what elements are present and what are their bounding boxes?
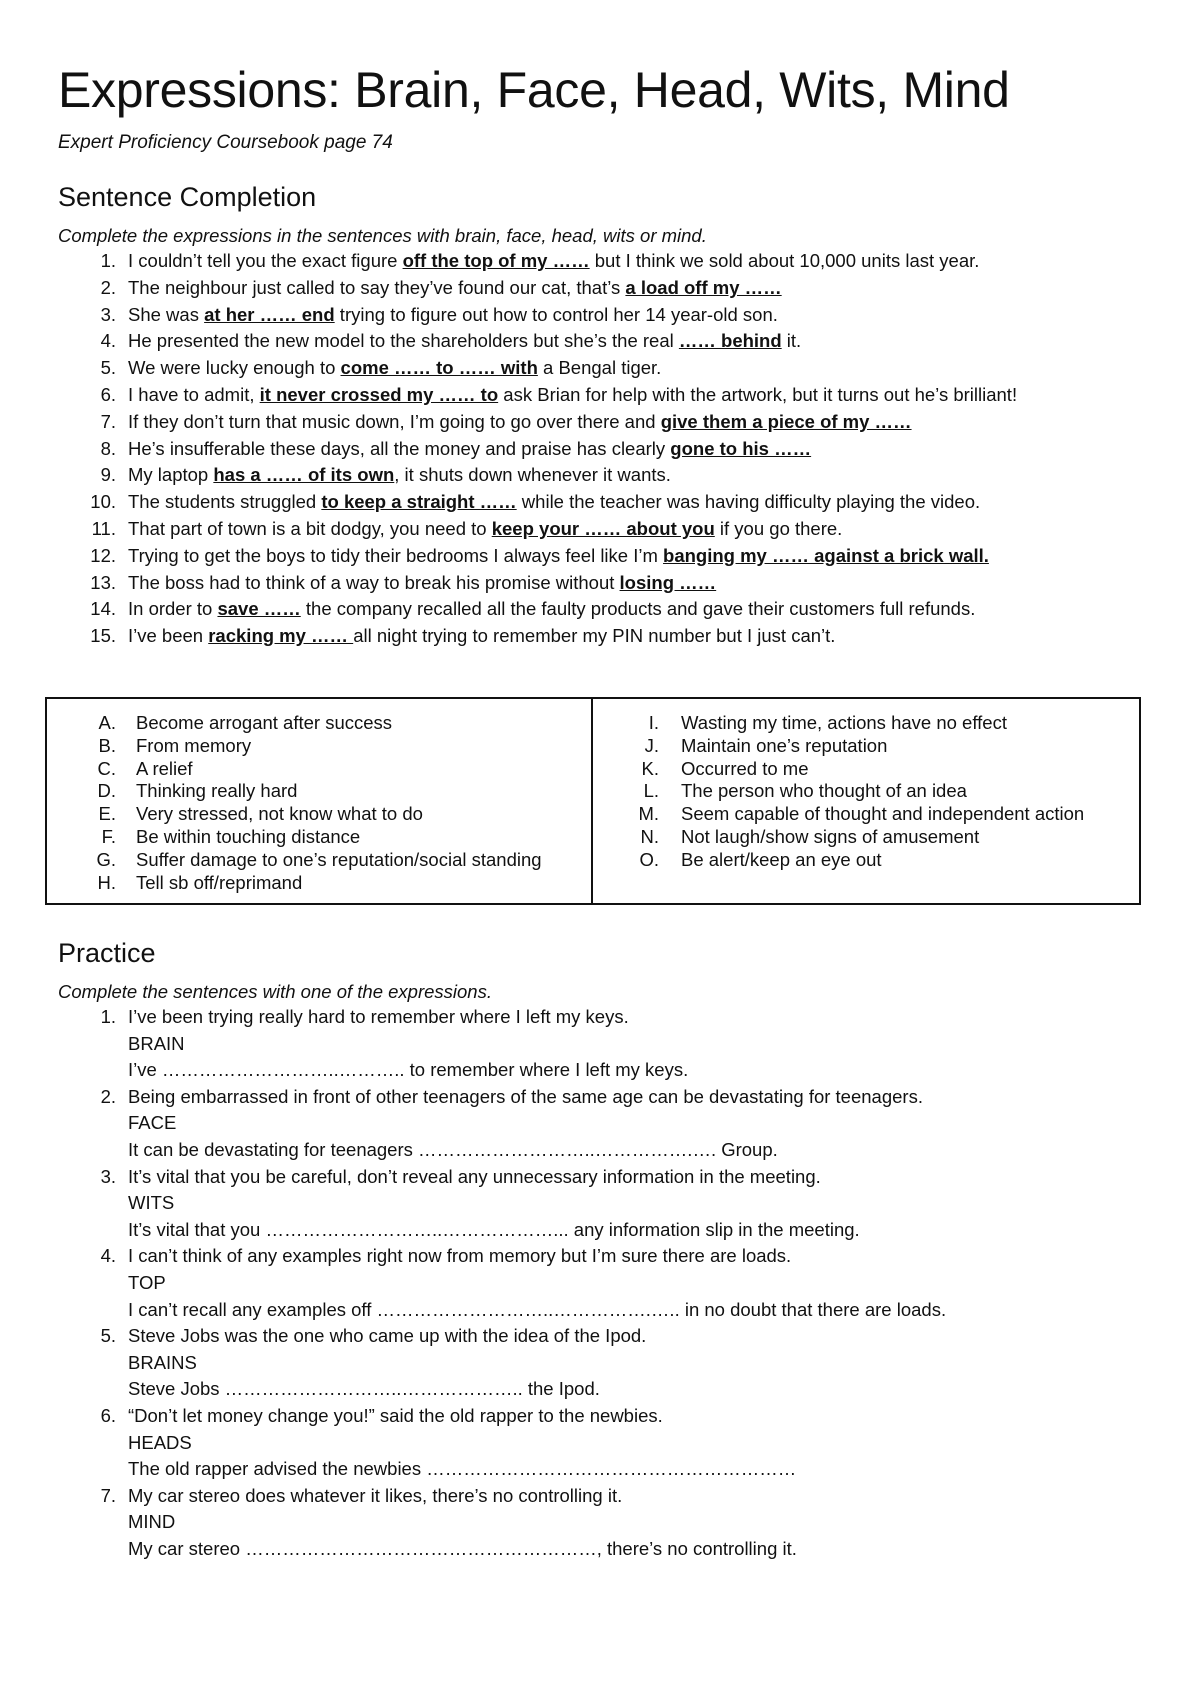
- expression-gap: racking my ……: [208, 625, 354, 647]
- definition-text: Very stressed, not know what to do: [136, 803, 423, 825]
- definition-item: [593, 758, 1139, 781]
- item-sentence: [128, 328, 1158, 355]
- definition-letter: A.: [98, 712, 116, 733]
- expression-gap: to keep a straight ……: [321, 491, 517, 513]
- practice-item: [58, 1323, 1158, 1403]
- sentence-start: I’ve been: [128, 625, 209, 647]
- definition-text: Thinking really hard: [136, 780, 298, 802]
- item-number: 9.: [100, 464, 116, 486]
- expression-gap: a load off my ……: [625, 276, 782, 298]
- definition-letter: O.: [639, 848, 659, 870]
- definition-letter: F.: [101, 825, 116, 847]
- sentence-end: but I think we sold about 10,000 units last year.: [589, 250, 980, 271]
- item-sentence: [128, 302, 1158, 329]
- sentence-start: I have to admit,: [128, 383, 260, 405]
- item-number: 1.: [100, 250, 116, 271]
- completion-item: [58, 328, 1158, 355]
- definitions-right-column: [593, 699, 1139, 903]
- sentence-start: The boss had to think of a way to break his promise without: [128, 571, 620, 593]
- definition-letter: N.: [640, 825, 659, 847]
- worksheet-page: [58, 52, 1158, 650]
- item-number: 5.: [100, 1325, 116, 1347]
- practice-sentence: Being embarrassed in front of other teenagers of the same age can be devastating for teenagers.: [128, 1085, 923, 1107]
- sentence-start: We were lucky enough to: [128, 357, 341, 379]
- completion-item: [58, 623, 1158, 650]
- item-number: 6.: [100, 383, 116, 405]
- practice-list: [58, 1004, 1158, 1562]
- definition-item: [47, 758, 591, 781]
- sentence-start: The neighbour just called to say they’ve found our cat, that’s: [128, 276, 626, 298]
- item-number: 15.: [90, 625, 116, 647]
- expression-gap: banging my …… against a brick wall.: [663, 544, 989, 566]
- definition-letter: D.: [97, 780, 116, 802]
- item-sentence: [128, 623, 1158, 650]
- item-number: 12.: [90, 544, 116, 566]
- completion-item: [58, 275, 1158, 302]
- definition-letter: E.: [98, 803, 116, 825]
- item-number: 6.: [100, 1404, 116, 1426]
- practice-keyword: BRAIN: [128, 1032, 185, 1054]
- sentence-start: If they don’t turn that music down, I’m going to go over there and: [128, 410, 661, 432]
- expression-gap: at her …… end: [204, 303, 335, 325]
- item-number: 4.: [100, 330, 116, 352]
- expression-gap: come …… to …… with: [340, 357, 538, 379]
- expression-gap: keep your …… about you: [491, 517, 715, 539]
- item-number: 13.: [90, 571, 116, 593]
- practice-sentence-row: [58, 1323, 1158, 1350]
- practice-keyword: BRAINS: [128, 1351, 197, 1373]
- definitions-left-column: [47, 699, 593, 903]
- practice-item: [58, 1004, 1158, 1084]
- practice-rewrite-gap[interactable]: I’ve ………………………..……….. to remember where I left my keys.: [128, 1059, 689, 1081]
- item-sentence: [128, 275, 1158, 302]
- expression-gap: it never crossed my …… to: [259, 383, 499, 405]
- definition-item: [593, 826, 1139, 849]
- practice-keyword: HEADS: [128, 1431, 192, 1453]
- item-sentence: [128, 382, 1158, 409]
- completion-item: [58, 355, 1158, 382]
- item-sentence: [128, 462, 1158, 489]
- practice-rewrite-gap[interactable]: Steve Jobs ………………………..……………….. the Ipod.: [128, 1378, 600, 1400]
- definition-text: Wasting my time, actions have no effect: [681, 712, 1007, 733]
- practice-instruction: Complete the sentences with one of the expressions.: [58, 981, 492, 1002]
- definition-text: Be within touching distance: [136, 825, 361, 847]
- practice-sentence-row: [58, 1164, 1158, 1191]
- item-sentence: [128, 570, 1158, 597]
- definition-text: Seem capable of thought and independent action: [681, 803, 1085, 825]
- practice-keyword: MIND: [128, 1511, 176, 1533]
- definition-item: [47, 735, 591, 758]
- practice-sentence: “Don’t let money change you!” said the old rapper to the newbies.: [128, 1404, 663, 1426]
- definition-letter: H.: [97, 871, 116, 893]
- definition-item: [593, 735, 1139, 758]
- section-heading-completion: Sentence Completion: [58, 182, 317, 212]
- practice-sentence: I’ve been trying really hard to remember where I left my keys.: [128, 1006, 629, 1027]
- item-number: 10.: [90, 491, 116, 513]
- item-sentence: [128, 355, 1158, 382]
- item-number: 8.: [100, 437, 116, 459]
- expression-gap: gone to his ……: [670, 437, 812, 459]
- completion-item: [58, 436, 1158, 463]
- item-sentence: [128, 248, 1158, 275]
- definition-text: Tell sb off/reprimand: [136, 871, 303, 893]
- definition-item: [47, 826, 591, 849]
- practice-sentence-row: [58, 1483, 1158, 1510]
- item-number: 7.: [100, 1484, 116, 1506]
- practice-item: [58, 1084, 1158, 1164]
- practice-item: [58, 1243, 1158, 1323]
- completion-item: [58, 596, 1158, 623]
- practice-keyword: WITS: [128, 1192, 175, 1214]
- definition-item: [593, 803, 1139, 826]
- expression-gap: give them a piece of my ……: [660, 410, 912, 432]
- practice-rewrite-gap[interactable]: It’s vital that you ………………………..………………... any information slip in the meeting.: [128, 1218, 860, 1240]
- practice-rewrite-gap[interactable]: It can be devastating for teenagers ………………………..…………….…. Group.: [128, 1138, 778, 1160]
- definition-letter: L.: [643, 780, 659, 802]
- completion-item: [58, 302, 1158, 329]
- definition-item: [593, 849, 1139, 872]
- completion-item: [58, 248, 1158, 275]
- expression-gap: losing ……: [619, 571, 717, 593]
- section-heading-practice: Practice: [58, 938, 156, 968]
- definition-item: [593, 780, 1139, 803]
- sentence-start: In order to: [128, 598, 218, 620]
- definition-item: [47, 872, 591, 895]
- definition-letter: J.: [644, 734, 659, 756]
- item-number: 11.: [91, 517, 116, 539]
- definition-letter: G.: [96, 848, 116, 870]
- completion-item: [58, 516, 1158, 543]
- practice-rewrite-gap[interactable]: The old rapper advised the newbies ……………………………………………………: [128, 1458, 797, 1480]
- sentence-end: the company recalled all the faulty products and gave their customers full refunds.: [300, 598, 976, 620]
- sentence-start: He presented the new model to the shareholders but she’s the real: [128, 330, 679, 352]
- expression-gap: off the top of my ……: [402, 250, 590, 271]
- item-sentence: [128, 409, 1158, 436]
- item-sentence: [128, 543, 1158, 570]
- definition-text: Maintain one’s reputation: [681, 734, 888, 756]
- sentence-end: it.: [781, 330, 802, 352]
- item-number: 5.: [100, 357, 116, 379]
- expression-gap: has a …… of its own: [213, 464, 395, 486]
- practice-item: [58, 1483, 1158, 1563]
- completion-item: [58, 489, 1158, 516]
- practice-rewrite-gap[interactable]: I can’t recall any examples off ………………………..…………….….. in no doubt that there are loads.: [128, 1298, 947, 1320]
- practice-rewrite-gap[interactable]: My car stereo …………………………………………………, there’s no controlling it.: [128, 1537, 797, 1559]
- definition-text: A relief: [136, 757, 193, 779]
- item-number: 4.: [100, 1245, 116, 1267]
- sentence-start: My laptop: [128, 464, 214, 486]
- item-number: 3.: [100, 1165, 116, 1187]
- item-number: 2.: [100, 1085, 116, 1107]
- page-title: Expressions: Brain, Face, Head, Wits, Mind: [58, 62, 1010, 118]
- item-number: 14.: [90, 598, 116, 620]
- item-number: 7.: [100, 410, 116, 432]
- completion-item: [58, 462, 1158, 489]
- sentence-start: That part of town is a bit dodgy, you need to: [128, 517, 492, 539]
- sentence-end: , it shuts down whenever it wants.: [394, 464, 671, 486]
- completion-item: [58, 543, 1158, 570]
- practice-sentence-row: [58, 1243, 1158, 1270]
- practice-sentence-row: [58, 1004, 1158, 1031]
- definitions-box: [45, 697, 1141, 905]
- sentence-end: all night trying to remember my PIN number but I just can’t.: [353, 625, 836, 647]
- completion-item: [58, 570, 1158, 597]
- completion-item: [58, 382, 1158, 409]
- definition-text: Occurred to me: [681, 757, 809, 779]
- practice-sentence-row: [58, 1084, 1158, 1111]
- definition-letter: B.: [98, 734, 116, 756]
- sentence-start: Trying to get the boys to tidy their bedrooms I always feel like I’m: [128, 544, 664, 566]
- sentence-end: trying to figure out how to control her 14 year-old son.: [334, 303, 778, 325]
- sentence-end: while the teacher was having difficulty playing the video.: [516, 491, 981, 513]
- sentence-start: She was: [128, 303, 205, 325]
- item-sentence: [128, 516, 1158, 543]
- practice-section: [58, 936, 1158, 1562]
- completion-list: [58, 248, 1158, 650]
- practice-sentence-row: [58, 1403, 1158, 1430]
- item-sentence: [128, 436, 1158, 463]
- item-sentence: [128, 489, 1158, 516]
- definition-text: Be alert/keep an eye out: [681, 848, 882, 870]
- sentence-end: a Bengal tiger.: [537, 357, 662, 379]
- definition-text: Become arrogant after success: [136, 712, 393, 733]
- item-number: 1.: [100, 1006, 116, 1027]
- definition-letter: I.: [648, 712, 659, 733]
- completion-item: [58, 409, 1158, 436]
- practice-sentence: It’s vital that you be careful, don’t reveal any unnecessary information in the meeting.: [128, 1165, 821, 1187]
- definition-letter: C.: [97, 757, 116, 779]
- definition-text: Suffer damage to one’s reputation/social standing: [136, 848, 542, 870]
- sentence-start: The students struggled: [128, 491, 322, 513]
- sentence-end: ask Brian for help with the artwork, but it turns out he’s brilliant!: [498, 383, 1018, 405]
- practice-sentence: Steve Jobs was the one who came up with the idea of the Ipod.: [128, 1325, 647, 1347]
- definition-item: [47, 712, 591, 735]
- sentence-end: if you go there.: [714, 517, 843, 539]
- definition-item: [593, 712, 1139, 735]
- sentence-start: He’s insufferable these days, all the money and praise has clearly: [128, 437, 671, 459]
- definition-letter: K.: [641, 757, 659, 779]
- definition-item: [47, 803, 591, 826]
- definition-item: [47, 849, 591, 872]
- item-number: 3.: [100, 303, 116, 325]
- practice-keyword: TOP: [128, 1271, 166, 1293]
- item-sentence: [128, 596, 1158, 623]
- page-subtitle: Expert Proficiency Coursebook page 74: [58, 132, 393, 153]
- practice-sentence: My car stereo does whatever it likes, there’s no controlling it.: [128, 1484, 623, 1506]
- completion-instruction: Complete the expressions in the sentences with brain, face, head, wits or mind.: [58, 225, 707, 246]
- practice-item: [58, 1403, 1158, 1483]
- practice-sentence: I can’t think of any examples right now from memory but I’m sure there are loads.: [128, 1245, 792, 1267]
- practice-item: [58, 1164, 1158, 1244]
- expression-gap: …… behind: [678, 330, 782, 352]
- sentence-start: I couldn’t tell you the exact figure: [128, 250, 403, 271]
- definition-text: From memory: [136, 734, 252, 756]
- definition-text: Not laugh/show signs of amusement: [681, 825, 980, 847]
- definition-text: The person who thought of an idea: [681, 780, 967, 802]
- expression-gap: save ……: [217, 598, 301, 620]
- practice-keyword: FACE: [128, 1112, 177, 1134]
- definition-item: [47, 780, 591, 803]
- definition-letter: M.: [638, 803, 659, 825]
- item-number: 2.: [100, 276, 116, 298]
